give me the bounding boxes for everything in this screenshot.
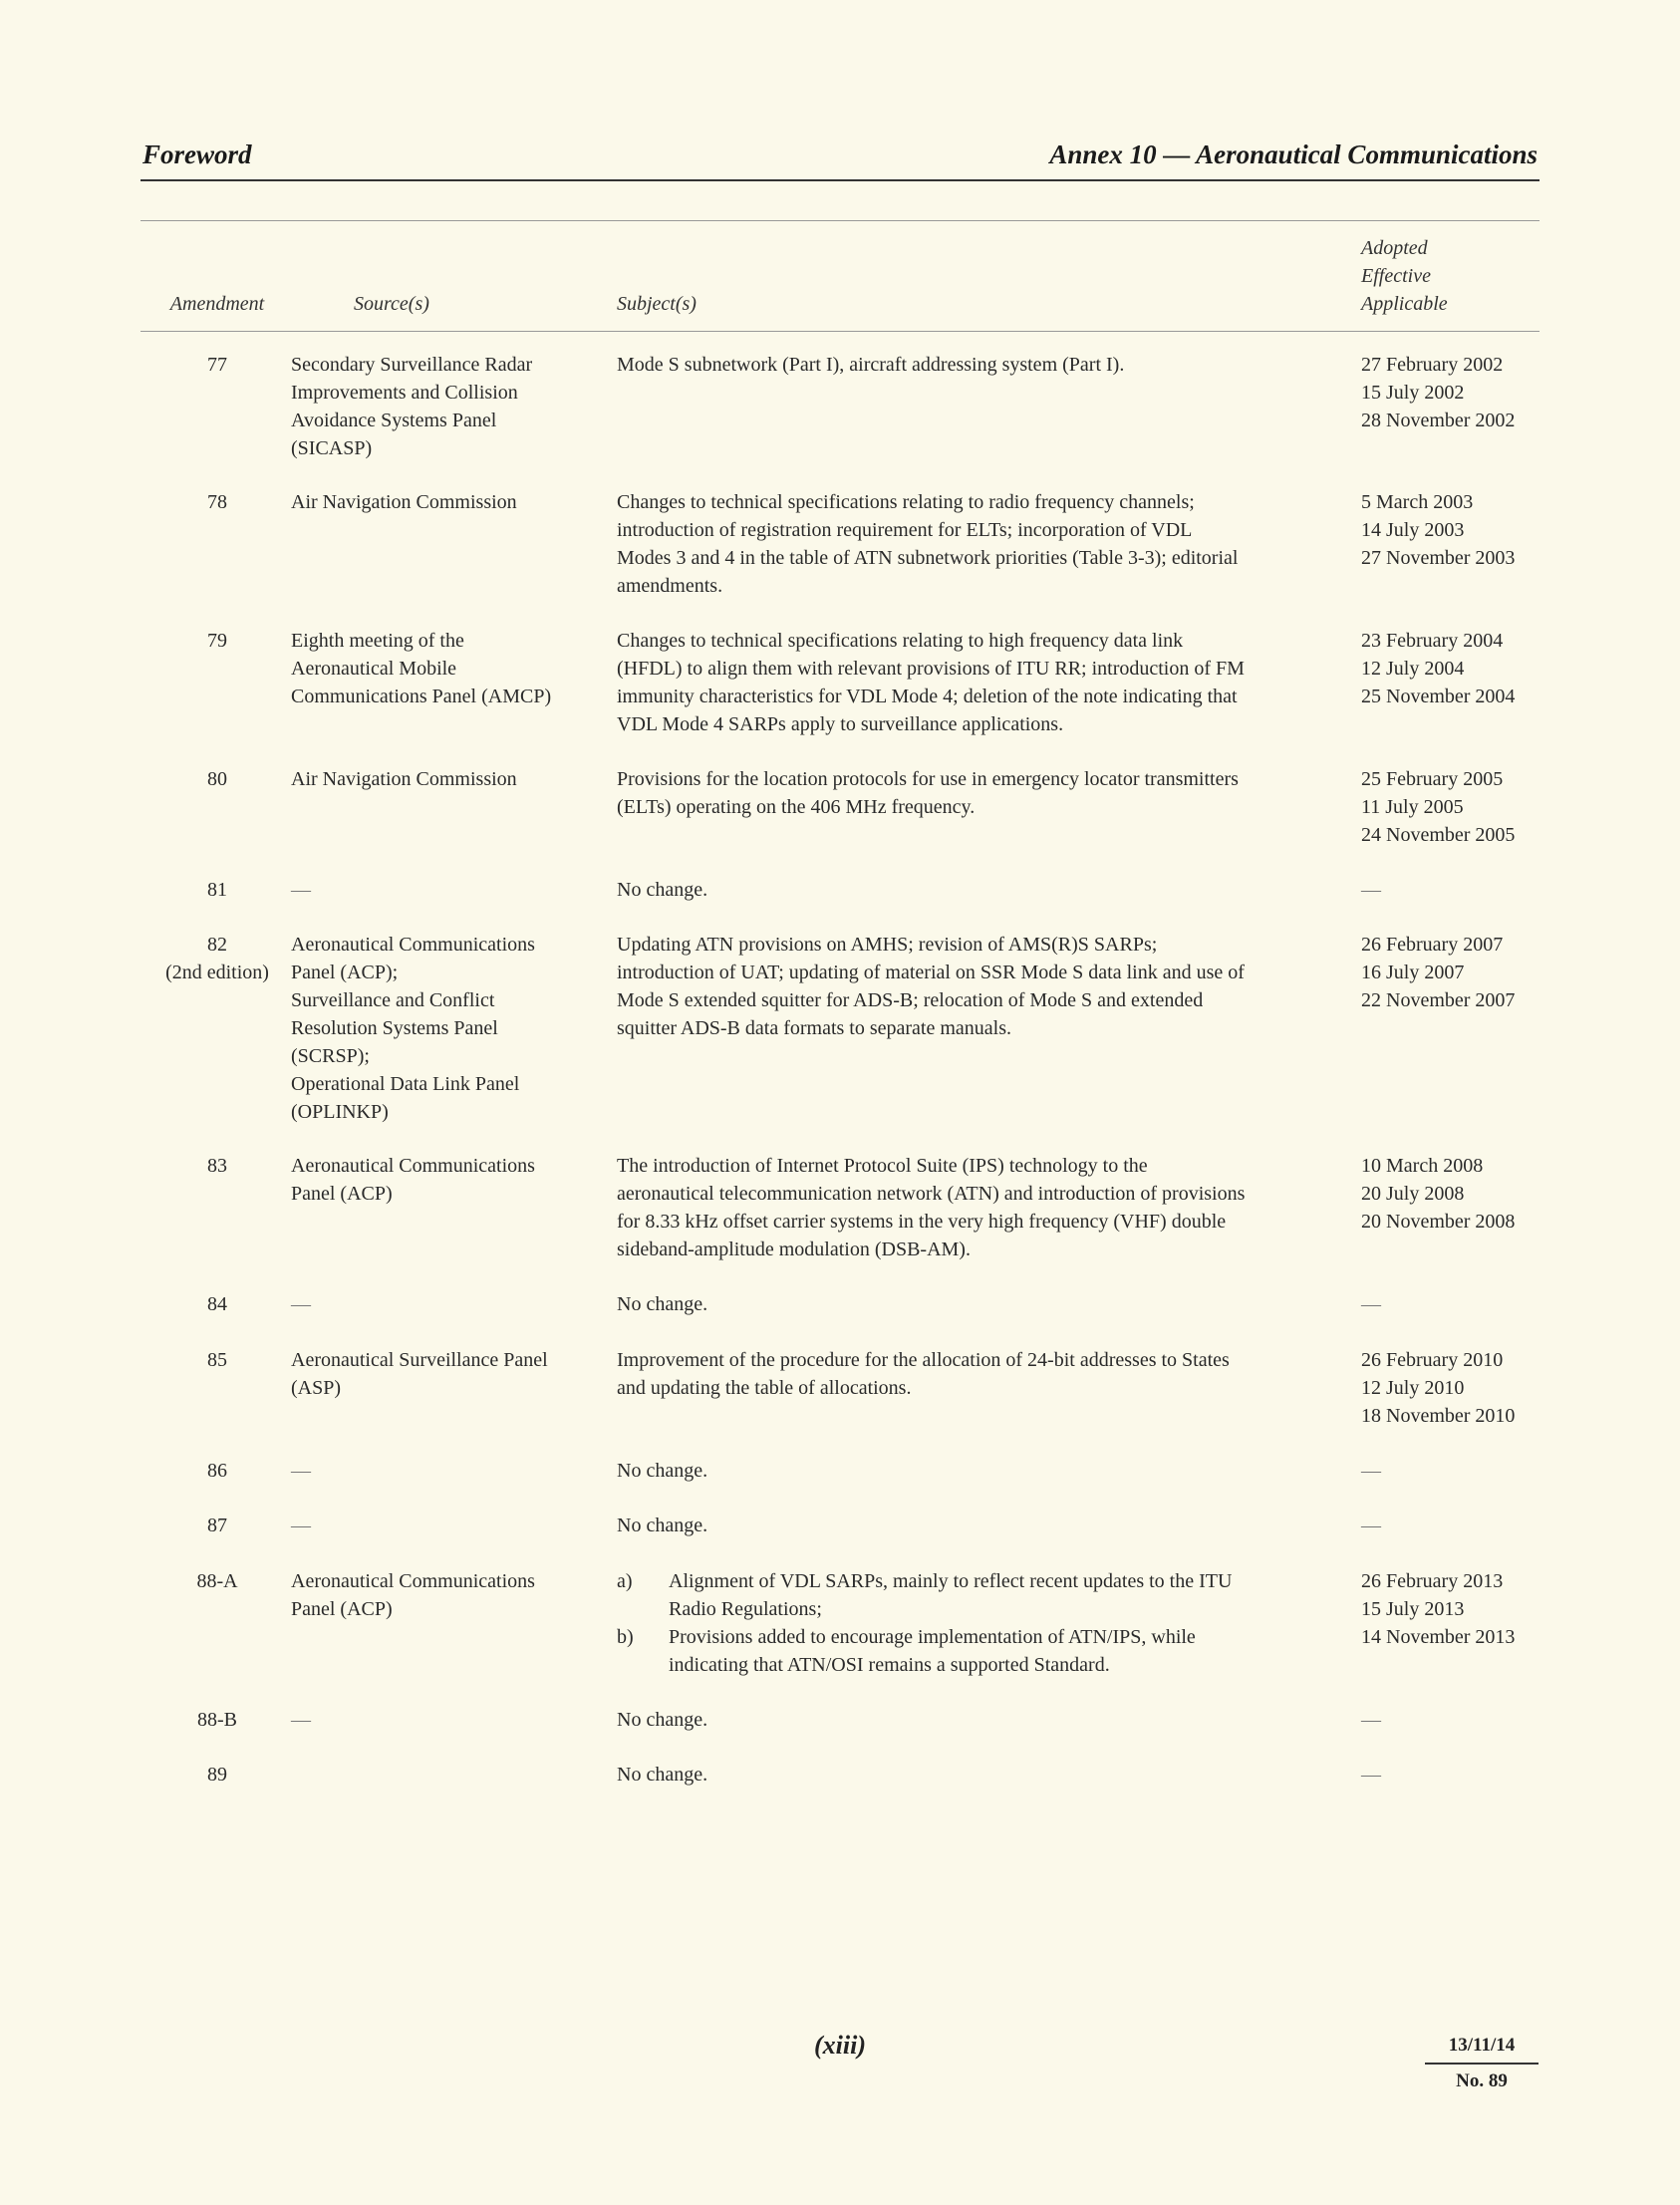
dates-cell <box>1361 627 1560 710</box>
source-cell <box>291 1706 590 1734</box>
source-cell <box>291 1152 590 1208</box>
amendment-cell-line: 84 <box>207 1293 227 1315</box>
source-cell-line: Panel (ACP); <box>291 962 399 983</box>
footer-date: 13/11/14 <box>1425 2035 1539 2065</box>
dates-cell <box>1361 765 1560 849</box>
dates-cell-line: 26 February 2013 <box>1361 1570 1504 1592</box>
subject-cell <box>617 1512 1329 1539</box>
source-cell-line: (SCRSP); <box>291 1045 370 1067</box>
dates-cell-line: — <box>1361 879 1381 901</box>
subject-cell-line: No change. <box>617 1764 708 1786</box>
dates-cell-line: 12 July 2010 <box>1361 1377 1465 1399</box>
amendment-cell-line: 77 <box>207 354 227 376</box>
subject-cell <box>617 1706 1329 1734</box>
amendment-cell <box>142 1567 292 1595</box>
subject-cell-line: immunity characteristics for VDL Mode 4; deletion of the note indicating that <box>617 686 1238 707</box>
dates-cell-line: 5 March 2003 <box>1361 491 1474 513</box>
source-cell-line: Avoidance Systems Panel <box>291 410 497 431</box>
source-cell-line: Aeronautical Surveillance Panel <box>291 1349 548 1371</box>
subject-cell-line: (HFDL) to align them with relevant provisions of ITU RR; introduction of FM <box>617 658 1245 680</box>
column-header-dates <box>1361 234 1448 318</box>
dates-cell <box>1361 1290 1560 1318</box>
subject-cell-line: Mode S subnetwork (Part I), aircraft addressing system (Part I). <box>617 354 1125 376</box>
source-cell <box>291 1290 590 1318</box>
dates-cell-line: 12 July 2004 <box>1361 658 1465 680</box>
dates-cell-line: 18 November 2010 <box>1361 1405 1516 1427</box>
source-cell <box>291 627 590 710</box>
amendment-cell <box>142 1706 292 1734</box>
subject-cell-line: sideband-amplitude modulation (DSB-AM). <box>617 1239 971 1260</box>
subject-list <box>617 1567 1329 1679</box>
source-cell-line: — <box>291 879 311 901</box>
dates-cell-line: 22 November 2007 <box>1361 989 1516 1011</box>
subject-cell-line: Changes to technical specifications relating to high frequency data link <box>617 630 1184 652</box>
source-cell-line: — <box>291 1515 311 1536</box>
dates-cell-line: 28 November 2002 <box>1361 410 1516 431</box>
dates-cell <box>1361 351 1560 434</box>
dates-cell <box>1361 1761 1560 1789</box>
dates-cell-line: 10 March 2008 <box>1361 1155 1484 1177</box>
source-cell-line: Eighth meeting of the <box>291 630 464 652</box>
amendment-cell <box>142 1290 292 1318</box>
amendment-cell-line: 79 <box>207 630 227 652</box>
subject-cell <box>617 931 1329 1042</box>
source-cell <box>291 488 590 516</box>
source-cell-line: Communications Panel (AMCP) <box>291 686 552 707</box>
dates-cell <box>1361 876 1560 904</box>
subject-cell-line: Improvement of the procedure for the allocation of 24-bit addresses to States <box>617 1349 1230 1371</box>
subject-cell <box>617 351 1329 379</box>
subject-list-line: Provisions added to encourage implementation of ATN/IPS, while <box>669 1626 1196 1648</box>
amendment-cell-line: 86 <box>207 1460 227 1482</box>
amendment-cell <box>142 876 292 904</box>
page-number: (xiii) <box>814 2031 866 2060</box>
header-bottom-rule <box>140 331 1540 332</box>
amendment-cell <box>142 627 292 655</box>
dates-cell-line: 15 July 2013 <box>1361 1598 1465 1620</box>
dates-cell <box>1361 1512 1560 1539</box>
source-cell-line: (OPLINKP) <box>291 1101 389 1123</box>
subject-cell-line: introduction of registration requirement for ELTs; incorporation of VDL <box>617 519 1193 541</box>
running-header-left: Foreword <box>142 139 252 169</box>
subject-cell <box>617 1152 1329 1263</box>
subject-cell-line: Updating ATN provisions on AMHS; revision of AMS(R)S SARPs; <box>617 934 1158 956</box>
dates-cell-line: 27 November 2003 <box>1361 547 1516 569</box>
subject-cell-line: aeronautical telecommunication network (ATN) and introduction of provisions <box>617 1183 1246 1205</box>
subject-cell <box>617 488 1329 600</box>
subject-cell-line: and updating the table of allocations. <box>617 1377 912 1399</box>
subject-list-item <box>617 1567 1329 1623</box>
source-cell-line: (ASP) <box>291 1377 342 1399</box>
dates-cell-line: — <box>1361 1293 1381 1315</box>
dates-cell <box>1361 488 1560 572</box>
amendment-cell <box>142 1346 292 1374</box>
header-applicable: Applicable <box>1361 293 1448 315</box>
dates-cell-line: 27 February 2002 <box>1361 354 1504 376</box>
column-header-amendment: Amendment <box>169 293 265 315</box>
dates-cell-line: 11 July 2005 <box>1361 796 1464 818</box>
source-cell-line: Resolution Systems Panel <box>291 1017 498 1039</box>
subject-cell-line: Mode S extended squitter for ADS-B; relocation of Mode S and extended <box>617 989 1204 1011</box>
header-adopted: Adopted <box>1361 237 1428 259</box>
source-cell-line: Panel (ACP) <box>291 1183 393 1205</box>
subject-cell-line: No change. <box>617 1293 708 1315</box>
subject-cell-line: for 8.33 kHz offset carrier systems in the very high frequency (VHF) double <box>617 1211 1227 1233</box>
footer-number: No. 89 <box>1456 2070 1508 2091</box>
source-cell-line: — <box>291 1709 311 1731</box>
subject-cell-line: (ELTs) operating on the 406 MHz frequency. <box>617 796 976 818</box>
dates-cell-line: — <box>1361 1515 1381 1536</box>
amendment-cell-line: 81 <box>207 879 227 901</box>
dates-cell-line: — <box>1361 1709 1381 1731</box>
amendment-cell <box>142 1152 292 1180</box>
amendment-cell-line: 80 <box>207 768 227 790</box>
dates-cell-line: 25 February 2005 <box>1361 768 1504 790</box>
amendment-cell-line: 78 <box>207 491 227 513</box>
source-cell <box>291 1457 590 1485</box>
subject-cell <box>617 627 1329 738</box>
dates-cell-line: 24 November 2005 <box>1361 824 1516 846</box>
amendment-cell-line: 85 <box>207 1349 227 1371</box>
header-rule <box>140 179 1540 181</box>
subject-cell-line: Provisions for the location protocols for use in emergency locator transmitters <box>617 768 1239 790</box>
subject-cell <box>617 1290 1329 1318</box>
subject-cell-line: Changes to technical specifications relating to radio frequency channels; <box>617 491 1195 513</box>
subject-cell-line: amendments. <box>617 575 723 597</box>
source-cell-line: Aeronautical Communications <box>291 1155 535 1177</box>
amendment-cell-line: 87 <box>207 1515 227 1536</box>
dates-cell-line: 14 July 2003 <box>1361 519 1465 541</box>
subject-cell-line: squitter ADS-B data formats to separate manuals. <box>617 1017 1012 1039</box>
dates-cell-line: 23 February 2004 <box>1361 630 1504 652</box>
amendment-cell-line: 82 <box>207 934 227 956</box>
amendment-cell <box>142 1457 292 1485</box>
dates-cell <box>1361 931 1560 1014</box>
dates-cell <box>1361 1346 1560 1430</box>
amendment-cell <box>142 1761 292 1789</box>
amendment-cell-line: 83 <box>207 1155 227 1177</box>
source-cell-line: — <box>291 1460 311 1482</box>
running-header-right: Annex 10 — Aeronautical Communications <box>1049 139 1538 169</box>
subject-cell-line: No change. <box>617 879 708 901</box>
amendment-cell-line: 88-B <box>197 1709 237 1731</box>
source-cell-line: Surveillance and Conflict <box>291 989 495 1011</box>
dates-cell-line: 16 July 2007 <box>1361 962 1465 983</box>
dates-cell-line: 20 November 2008 <box>1361 1211 1516 1233</box>
subject-list-line: Alignment of VDL SARPs, mainly to reflect recent updates to the ITU <box>669 1570 1233 1592</box>
dates-cell <box>1361 1706 1560 1734</box>
subject-list-label: b) <box>617 1626 634 1648</box>
dates-cell-line: — <box>1361 1764 1381 1786</box>
column-header-subjects: Subject(s) <box>617 293 697 315</box>
amendment-cell <box>142 488 292 516</box>
amendment-cell <box>142 1512 292 1539</box>
subject-cell <box>617 1457 1329 1485</box>
source-cell-line: Aeronautical Communications <box>291 1570 535 1592</box>
dates-cell <box>1361 1567 1560 1651</box>
source-cell-line: Aeronautical Communications <box>291 934 535 956</box>
subject-list-line: indicating that ATN/OSI remains a supported Standard. <box>669 1654 1110 1676</box>
dates-cell <box>1361 1152 1560 1236</box>
source-cell-line: Aeronautical Mobile <box>291 658 457 680</box>
dates-cell-line: 15 July 2002 <box>1361 382 1465 404</box>
source-cell-line: Air Navigation Commission <box>291 491 517 513</box>
dates-cell <box>1361 1457 1560 1485</box>
source-cell <box>291 351 590 462</box>
source-cell <box>291 931 590 1126</box>
subject-list-item <box>617 1623 1329 1679</box>
source-cell-line: Operational Data Link Panel <box>291 1073 520 1095</box>
amendment-cell <box>142 351 292 379</box>
source-cell <box>291 765 590 793</box>
header-effective: Effective <box>1361 265 1431 287</box>
subject-cell-line: No change. <box>617 1460 708 1482</box>
subject-cell-line: VDL Mode 4 SARPs apply to surveillance applications. <box>617 713 1064 735</box>
column-header-sources: Source(s) <box>354 293 429 315</box>
source-cell <box>291 1346 590 1402</box>
dates-cell-line: — <box>1361 1460 1381 1482</box>
subject-list-line: Radio Regulations; <box>669 1598 822 1620</box>
amendment-cell-line: 89 <box>207 1764 227 1786</box>
source-cell-line: — <box>291 1293 311 1315</box>
dates-cell-line: 26 February 2010 <box>1361 1349 1504 1371</box>
subject-cell <box>617 1346 1329 1402</box>
amendment-cell-line: 88-A <box>196 1570 238 1592</box>
footer-amendment-stamp <box>1425 2035 1539 2092</box>
source-cell-line: Panel (ACP) <box>291 1598 393 1620</box>
subject-cell <box>617 1761 1329 1789</box>
subject-cell-line: Modes 3 and 4 in the table of ATN subnetwork priorities (Table 3-3); editorial <box>617 547 1239 569</box>
source-cell <box>291 1567 590 1623</box>
subject-list-label: a) <box>617 1570 633 1592</box>
subject-cell-line: No change. <box>617 1709 708 1731</box>
source-cell-line: Secondary Surveillance Radar <box>291 354 533 376</box>
dates-cell-line: 20 July 2008 <box>1361 1183 1465 1205</box>
dates-cell-line: 25 November 2004 <box>1361 686 1516 707</box>
subject-cell-line: introduction of UAT; updating of material on SSR Mode S data link and use of <box>617 962 1245 983</box>
subject-cell <box>617 876 1329 904</box>
dates-cell-line: 14 November 2013 <box>1361 1626 1516 1648</box>
amendment-cell-line: (2nd edition) <box>165 962 269 983</box>
source-cell <box>291 1512 590 1539</box>
amendment-cell <box>142 931 292 986</box>
source-cell-line: (SICASP) <box>291 437 373 459</box>
source-cell-line: Air Navigation Commission <box>291 768 517 790</box>
source-cell <box>291 876 590 904</box>
subject-cell-line: No change. <box>617 1515 708 1536</box>
source-cell-line: Improvements and Collision <box>291 382 518 404</box>
subject-cell <box>617 1567 1329 1679</box>
dates-cell-line: 26 February 2007 <box>1361 934 1504 956</box>
table-top-rule <box>140 220 1540 221</box>
amendment-cell <box>142 765 292 793</box>
subject-cell <box>617 765 1329 821</box>
subject-cell-line: The introduction of Internet Protocol Suite (IPS) technology to the <box>617 1155 1148 1177</box>
